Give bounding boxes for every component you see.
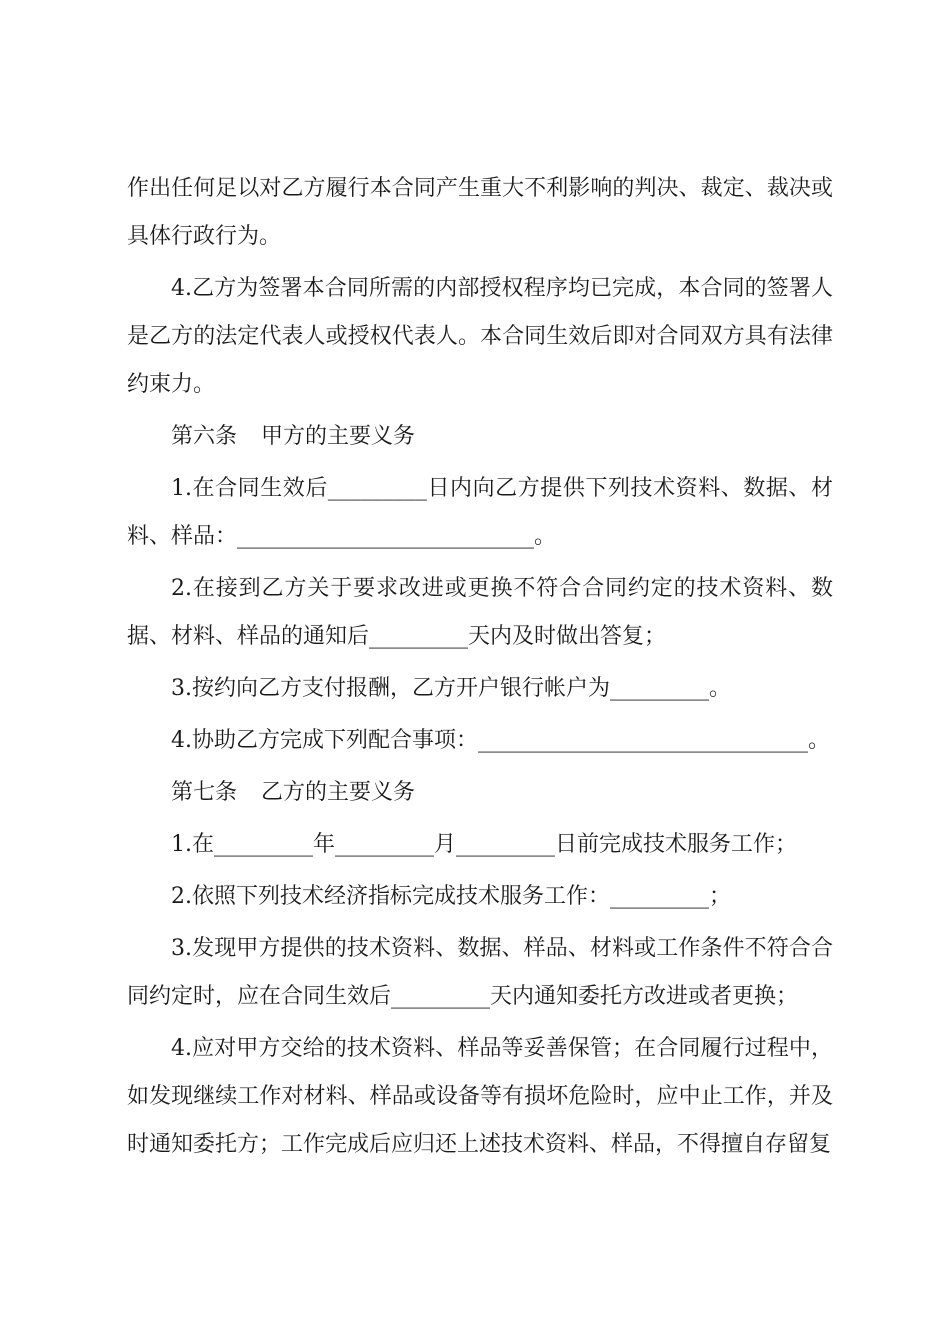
- paragraph-clause-7-2: 2.依照下列技术经济指标完成技术服务工作：_________；: [171, 884, 731, 909]
- paragraph-clause-6-4: 4.协助乙方完成下列配合事项：______________________________。: [171, 728, 830, 753]
- paragraph-clause-5-4: 4.乙方为签署本合同所需的内部授权程序均已完成，本合同的签署人是乙方的法定代表人或授权代表人。本合同生效后即对合同双方具有法律约束力。: [127, 276, 833, 397]
- paragraph-clause-7-3: 3.发现甲方提供的技术资料、数据、样品、材料或工作条件不符合合同约定时，应在合同生效后_________天内通知委托方改进或者更换；: [127, 936, 833, 1009]
- paragraph-continuation: 作出任何足以对乙方履行本合同产生重大不利影响的判决、裁定、裁决或具体行政行为。: [127, 176, 833, 249]
- article-6-title: 甲方的主要义务: [261, 424, 416, 449]
- paragraph-clause-6-3: 3.按约向乙方支付报酬，乙方开户银行帐户为_________。: [171, 676, 731, 701]
- article-7-number: 第七条: [171, 780, 238, 805]
- article-6-number: 第六条: [171, 424, 238, 449]
- document-page: [127, 165, 833, 1173]
- paragraph-clause-6-1: 1.在合同生效后_________日内向乙方提供下列技术资料、数据、材料、样品：___________________________。: [127, 476, 833, 549]
- article-7-title: 乙方的主要义务: [261, 780, 416, 805]
- article-6-heading: [127, 413, 833, 461]
- paragraph-clause-7-4: 4.应对甲方交给的技术资料、样品等妥善保管；在合同履行过程中，如发现继续工作对材料、样品或设备等有损坏危险时，应中止工作，并及时通知委托方；工作完成后应归还上述技术资料、样品，不得擅自存留复: [127, 1036, 833, 1157]
- paragraph-clause-7-1: 1.在_________年_________月_________日前完成技术服务工作；: [171, 832, 797, 857]
- paragraph-clause-6-2: 2.在接到乙方关于要求改进或更换不符合合同约定的技术资料、数据、材料、样品的通知后_________天内及时做出答复；: [127, 576, 833, 649]
- article-7-heading: [127, 769, 833, 817]
